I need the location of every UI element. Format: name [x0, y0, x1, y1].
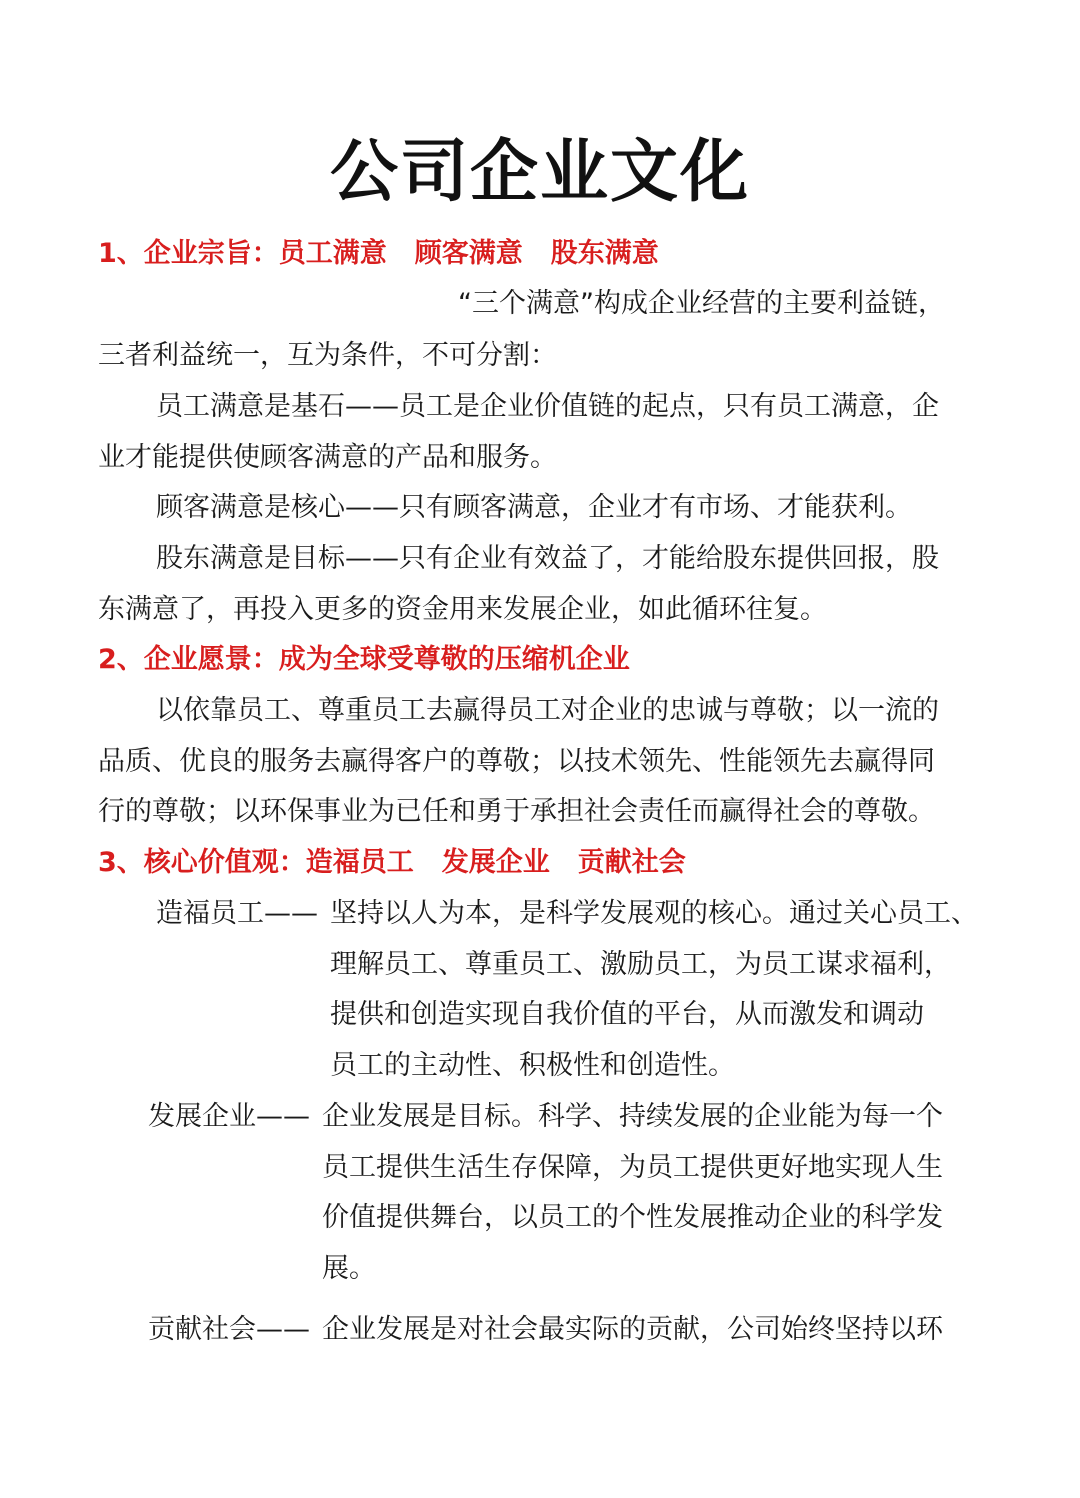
section1-item-customer: 顾客满意 — [414, 238, 523, 269]
section1-item-employee: 员工满意 — [278, 238, 387, 269]
section1-p1-line2: 业才能提供使顾客满意的产品和服务。 — [98, 442, 557, 473]
value1-line2: 理解员工、尊重员工、激励员工，为员工谋求福利， — [330, 949, 951, 980]
value3-line1: 企业发展是对社会最实际的贡献，公司始终坚持以环 — [322, 1314, 943, 1345]
section2-line1: 以依靠员工、尊重员工去赢得员工对企业的忠诚与尊敬；以一流的 — [156, 695, 939, 726]
section1-intro-line1: “三个满意”构成企业经营的主要利益链， — [458, 288, 945, 319]
section3-item-contribute-society: 贡献社会 — [577, 847, 686, 878]
section3-item-develop-enterprise: 发展企业 — [441, 847, 550, 878]
section3-item-benefit-employees: 造福员工 — [305, 847, 414, 878]
section1-p3-line2: 东满意了，再投入更多的资金用来发展企业，如此循环往复。 — [98, 594, 827, 625]
section1-item-shareholder: 股东满意 — [550, 238, 659, 269]
section1-intro-line2: 三者利益统一，互为条件，不可分割： — [98, 340, 557, 371]
section3-heading — [98, 845, 686, 881]
section1-p1-line1: 员工满意是基石——员工是企业价值链的起点，只有员工满意，企 — [156, 391, 939, 422]
value1-line1: 坚持以人为本，是科学发展观的核心。通过关心员工、 — [330, 898, 978, 929]
value2-label: 发展企业—— — [148, 1101, 310, 1132]
value2-line3: 价值提供舞台，以员工的个性发展推动企业的科学发 — [322, 1202, 943, 1233]
value3-label: 贡献社会—— — [148, 1314, 310, 1345]
value1-line3: 提供和创造实现自我价值的平台，从而激发和调动 — [330, 999, 924, 1030]
value2-line1: 企业发展是目标。科学、持续发展的企业能为每一个 — [322, 1101, 943, 1132]
section1-p3-line1: 股东满意是目标——只有企业有效益了，才能给股东提供回报，股 — [156, 543, 939, 574]
section2-line3: 行的尊敬；以环保事业为已任和勇于承担社会责任而赢得社会的尊敬。 — [98, 796, 935, 827]
section3-heading-prefix: 3、核心价值观： — [98, 847, 306, 878]
section2-heading: 2、企业愿景：成为全球受尊敬的压缩机企业 — [98, 644, 630, 675]
section1-p2-line1: 顾客满意是核心——只有顾客满意，企业才有市场、才能获利。 — [156, 492, 912, 523]
value1-line4: 员工的主动性、积极性和创造性。 — [330, 1050, 735, 1081]
section2-line2: 品质、优良的服务去赢得客户的尊敬；以技术领先、性能领先去赢得同 — [98, 746, 935, 777]
value1-label: 造福员工—— — [156, 898, 318, 929]
value2-line2: 员工提供生活生存保障，为员工提供更好地实现人生 — [322, 1152, 943, 1183]
section1-heading-prefix: 1、企业宗旨： — [98, 238, 279, 269]
page-title: 公司企业文化 — [329, 133, 750, 212]
section1-heading — [98, 236, 659, 272]
value2-line4: 展。 — [322, 1253, 376, 1284]
